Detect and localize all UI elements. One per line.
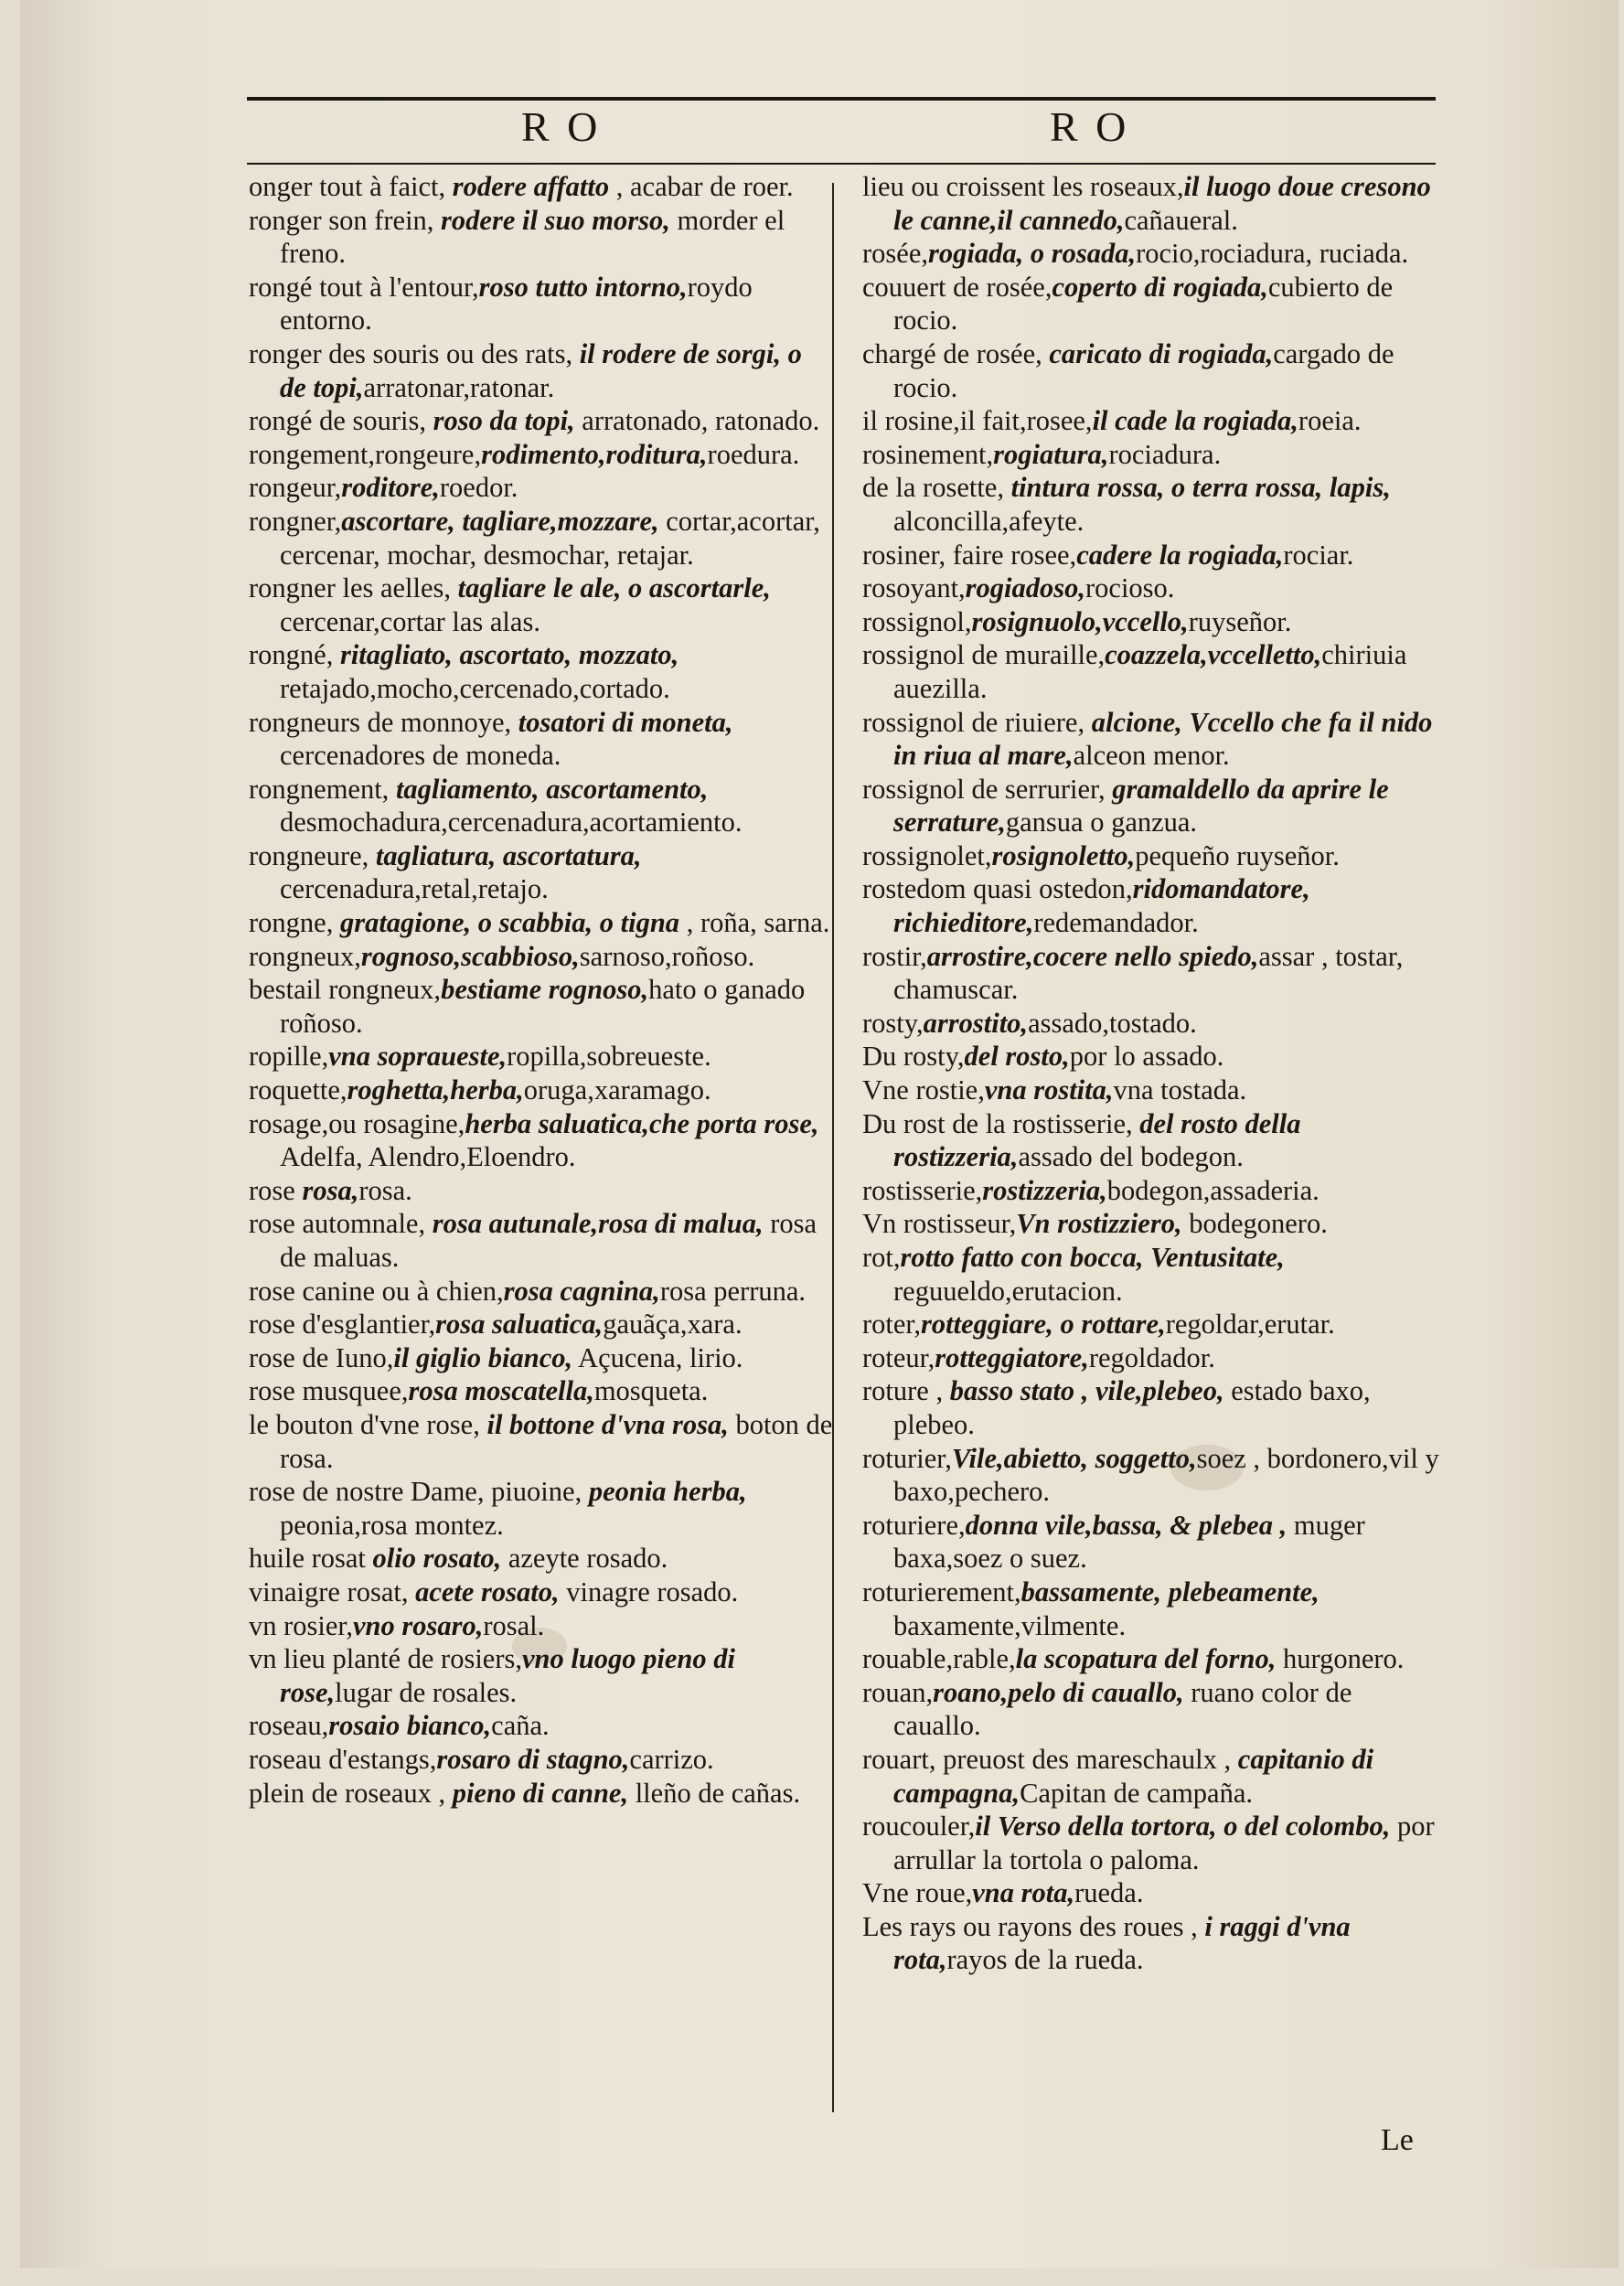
spanish-gloss: rosa perruna. bbox=[659, 1275, 807, 1307]
spanish-gloss: baxamente,vilmente. bbox=[893, 1609, 1127, 1641]
dictionary-entry bbox=[862, 1374, 1446, 1441]
italian-gloss: rognoso,scabbioso, bbox=[360, 940, 580, 972]
french-headword: vinaigre rosat, bbox=[249, 1576, 416, 1608]
dictionary-entry bbox=[249, 1642, 834, 1709]
italian-gloss: del rosto, bbox=[964, 1041, 1070, 1073]
dictionary-entry bbox=[862, 1241, 1446, 1308]
italian-gloss: rosa saluatica, bbox=[435, 1309, 604, 1341]
dictionary-entry bbox=[862, 471, 1446, 538]
spanish-gloss: alceon menor. bbox=[1073, 740, 1230, 772]
spanish-gloss: , acabar de roer. bbox=[609, 171, 794, 202]
spanish-gloss: oruga,xaramago. bbox=[523, 1074, 711, 1106]
dictionary-entry bbox=[249, 638, 834, 705]
dictionary-entry bbox=[249, 572, 834, 638]
french-headword: rossignol de serrurier, bbox=[862, 773, 1113, 805]
spanish-gloss: cercenadores de moneda. bbox=[280, 740, 561, 772]
dictionary-entry bbox=[249, 773, 834, 839]
dictionary-entry bbox=[862, 1810, 1446, 1876]
dictionary-entry bbox=[862, 605, 1446, 639]
italian-gloss: coperto di rogiada, bbox=[1052, 271, 1268, 303]
spanish-gloss: cercenadura,retal,retajo. bbox=[280, 873, 549, 905]
italian-gloss: gratagione, o scabbia, o tigna bbox=[339, 907, 680, 939]
dictionary-entry bbox=[249, 1475, 834, 1542]
spanish-gloss: rosa. bbox=[358, 1174, 412, 1206]
spanish-gloss: cañaueral. bbox=[1124, 204, 1238, 236]
french-headword: rose canine ou à chien, bbox=[249, 1275, 504, 1307]
italian-gloss: acete rosato, bbox=[415, 1576, 560, 1608]
dictionary-entry bbox=[862, 1040, 1446, 1074]
spanish-gloss: gansua o ganzua. bbox=[1005, 807, 1198, 839]
spanish-gloss: mosqueta. bbox=[593, 1375, 709, 1407]
spanish-gloss: cargado de rocio. bbox=[893, 337, 1394, 403]
dictionary-entry bbox=[862, 438, 1446, 472]
spanish-gloss: rueda. bbox=[1074, 1877, 1144, 1909]
dictionary-entry bbox=[249, 1074, 834, 1107]
spanish-gloss: peonia,rosa montez. bbox=[280, 1509, 504, 1541]
french-headword: Les rays ou rayons des roues , bbox=[862, 1910, 1205, 1942]
italian-gloss: Vn rostizziero, bbox=[1016, 1208, 1182, 1240]
italian-gloss: la scopatura del forno, bbox=[1015, 1643, 1277, 1675]
spanish-gloss: ruyseñor. bbox=[1188, 605, 1292, 637]
dictionary-entry bbox=[249, 1709, 834, 1743]
french-headword: rosinement, bbox=[862, 438, 994, 470]
french-headword: il rosine,il fait,rosee, bbox=[862, 405, 1093, 437]
french-headword: Du rost de la rostisserie, bbox=[862, 1107, 1140, 1139]
spanish-gloss: vna tostada. bbox=[1113, 1074, 1247, 1106]
dictionary-entry bbox=[862, 271, 1446, 337]
italian-gloss: arrostito, bbox=[923, 1007, 1029, 1039]
dictionary-entry bbox=[249, 404, 834, 438]
french-headword: Vn rostisseur, bbox=[862, 1208, 1017, 1240]
italian-gloss: olio rosato, bbox=[372, 1543, 502, 1575]
italian-gloss: rotto fatto con bocca, Ventusitate, bbox=[900, 1242, 1285, 1273]
dictionary-entry bbox=[862, 1341, 1446, 1375]
french-headword: ropille, bbox=[249, 1041, 329, 1073]
dictionary-entry bbox=[249, 906, 834, 940]
dictionary-entry bbox=[249, 1275, 834, 1309]
italian-gloss: alcione, Vccello che fa il nido in riua al mare, bbox=[893, 706, 1433, 772]
italian-gloss: tagliamento, ascortamento, bbox=[395, 773, 709, 805]
dictionary-entry bbox=[862, 170, 1446, 237]
italian-gloss: rosaio bianco, bbox=[328, 1710, 492, 1742]
spanish-gloss: roeia. bbox=[1298, 405, 1362, 437]
top-rule bbox=[247, 97, 1436, 101]
dictionary-entry bbox=[249, 337, 834, 404]
dictionary-entry bbox=[249, 1743, 834, 1777]
italian-gloss: rosa, bbox=[302, 1174, 359, 1206]
dictionary-entry bbox=[862, 1876, 1446, 1910]
dictionary-entry bbox=[862, 872, 1446, 939]
column-divider bbox=[832, 183, 834, 2112]
spanish-gloss: bodegonero. bbox=[1181, 1208, 1328, 1240]
french-headword: rongé tout à l'entour, bbox=[249, 271, 479, 303]
french-headword: le bouton d'vne rose, bbox=[249, 1408, 487, 1440]
french-headword: chargé de rosée, bbox=[862, 337, 1050, 369]
french-headword: roter, bbox=[862, 1309, 921, 1341]
spanish-gloss: boton de rosa. bbox=[280, 1408, 833, 1474]
italian-gloss: rogiada, o rosada, bbox=[927, 238, 1137, 270]
dictionary-entry bbox=[249, 204, 834, 271]
french-headword: rosoyant, bbox=[862, 572, 966, 604]
french-headword: rostisserie, bbox=[862, 1174, 983, 1206]
spanish-gloss: assado del bodegon. bbox=[1018, 1141, 1244, 1173]
italian-gloss: rostizzeria, bbox=[982, 1174, 1107, 1206]
spanish-gloss: carrizo. bbox=[629, 1743, 714, 1775]
italian-gloss: ridomandatore, richieditore, bbox=[893, 873, 1310, 939]
french-headword: vn rosier, bbox=[249, 1609, 353, 1641]
french-headword: Vne rostie, bbox=[862, 1074, 985, 1106]
spanish-gloss: arratonado, ratonado. bbox=[574, 405, 820, 437]
french-headword: de la rosette, bbox=[862, 472, 1011, 504]
dictionary-entry bbox=[249, 438, 834, 472]
spanish-gloss: cubierto de rocio. bbox=[893, 271, 1394, 336]
spanish-gloss: hato o ganado roñoso. bbox=[280, 974, 806, 1039]
dictionary-entry bbox=[862, 572, 1446, 605]
spanish-gloss: retajado,mocho,cercenado,cortado. bbox=[280, 672, 670, 704]
left-column bbox=[249, 170, 834, 1810]
spanish-gloss: desmochadura,cercenadura,acortamiento. bbox=[280, 807, 743, 839]
italian-gloss: donna vile,bassa, & plebea , bbox=[965, 1509, 1287, 1541]
french-headword: rostir, bbox=[862, 940, 927, 972]
italian-gloss: rogiadoso, bbox=[965, 572, 1086, 604]
french-headword: rongnement, bbox=[249, 773, 396, 805]
spanish-gloss: muger baxa,soez o suez. bbox=[893, 1509, 1365, 1575]
french-headword: rosée, bbox=[862, 238, 928, 270]
italian-gloss: pieno di canne, bbox=[452, 1777, 629, 1809]
italian-gloss: roditore, bbox=[341, 472, 440, 504]
right-column bbox=[862, 170, 1446, 1977]
french-headword: onger tout à faict, bbox=[249, 171, 453, 202]
french-headword: bestail rongneux, bbox=[249, 974, 442, 1006]
spanish-gloss: assar , tostar, chamuscar. bbox=[893, 940, 1404, 1006]
french-headword: rongneurs de monnoye, bbox=[249, 706, 518, 738]
french-headword: rostedom quasi ostedon, bbox=[862, 873, 1133, 905]
french-headword: rose d'esglantier, bbox=[249, 1309, 436, 1341]
dictionary-entry bbox=[249, 271, 834, 337]
dictionary-entry bbox=[249, 1174, 834, 1208]
dictionary-entry bbox=[862, 1174, 1446, 1208]
spanish-gloss: hurgonero. bbox=[1276, 1643, 1405, 1675]
french-headword: vn lieu planté de rosiers, bbox=[249, 1643, 522, 1675]
french-headword: ronger des souris ou des rats, bbox=[249, 337, 580, 369]
dictionary-entry bbox=[862, 1107, 1446, 1174]
running-head-right: R O bbox=[1050, 103, 1130, 150]
spanish-gloss: roedura. bbox=[707, 438, 800, 470]
french-headword: roseau, bbox=[249, 1710, 329, 1742]
french-headword: rouart, preuost des mareschaulx , bbox=[862, 1743, 1238, 1775]
french-headword: rose de Iuno, bbox=[249, 1341, 394, 1373]
dictionary-entry bbox=[249, 1374, 834, 1408]
italian-gloss: rotteggiatore, bbox=[935, 1341, 1089, 1373]
spanish-gloss: regoldador. bbox=[1088, 1341, 1215, 1373]
spanish-gloss: vinagre rosado. bbox=[559, 1576, 739, 1608]
spanish-gloss: Adelfa, Alendro,Eloendro. bbox=[280, 1141, 576, 1173]
spanish-gloss: rociar. bbox=[1283, 539, 1354, 571]
dictionary-entry bbox=[249, 1040, 834, 1074]
french-headword: rongé de souris, bbox=[249, 405, 433, 437]
french-headword: roture , bbox=[862, 1375, 950, 1407]
dictionary-entry bbox=[862, 706, 1446, 773]
italian-gloss: rosa cagnina, bbox=[503, 1275, 660, 1307]
spanish-gloss: por arrullar la tortola o paloma. bbox=[893, 1811, 1435, 1875]
italian-gloss: il rodere de sorgi, o de topi, bbox=[280, 337, 802, 403]
spanish-gloss: roydo entorno. bbox=[280, 271, 753, 336]
italian-gloss: rogiatura, bbox=[993, 438, 1109, 470]
italian-gloss: bassamente, plebeamente, bbox=[1020, 1576, 1320, 1608]
french-headword: rosiner, faire rosee, bbox=[862, 539, 1077, 571]
french-headword: roturierement, bbox=[862, 1576, 1021, 1608]
italian-gloss: vna rostita, bbox=[984, 1074, 1114, 1106]
spanish-gloss: chiriuia auezilla. bbox=[893, 639, 1407, 704]
dictionary-entry bbox=[249, 973, 834, 1040]
italian-gloss: del rosto della rostizzeria, bbox=[893, 1107, 1301, 1173]
italian-gloss: ritagliato, ascortato, mozzato, bbox=[339, 639, 679, 671]
italian-gloss: rosa moscatella, bbox=[408, 1375, 594, 1407]
italian-gloss: vno rosaro, bbox=[352, 1609, 484, 1641]
french-headword: roturier, bbox=[862, 1442, 952, 1474]
spanish-gloss: por lo assado. bbox=[1069, 1041, 1224, 1073]
french-headword: rose musquee, bbox=[249, 1375, 409, 1407]
italian-gloss: il bottone d'vna rosa, bbox=[486, 1408, 729, 1440]
spanish-gloss: rociadura. bbox=[1108, 438, 1222, 470]
italian-gloss: il giglio bianco, bbox=[393, 1341, 573, 1373]
dictionary-entry bbox=[249, 1777, 834, 1811]
spanish-gloss: rosa de maluas. bbox=[280, 1208, 817, 1273]
italian-gloss: vna sopraueste, bbox=[328, 1041, 508, 1073]
dictionary-entry bbox=[862, 1007, 1446, 1041]
dictionary-entry bbox=[249, 1609, 834, 1643]
french-headword: rongneure, bbox=[249, 839, 376, 871]
french-headword: rot, bbox=[862, 1242, 901, 1273]
spanish-gloss: lugar de rosales. bbox=[335, 1676, 518, 1708]
italian-gloss: herba saluatica,che porta rose, bbox=[465, 1107, 819, 1139]
italian-gloss: i raggi d'vna rota, bbox=[893, 1910, 1351, 1976]
french-headword: rongne, bbox=[249, 907, 340, 939]
french-headword: rongner, bbox=[249, 505, 342, 537]
italian-gloss: tagliatura, ascortatura, bbox=[375, 839, 642, 871]
dictionary-entry bbox=[862, 1676, 1446, 1743]
italian-gloss: basso stato , vile,plebeo, bbox=[949, 1375, 1224, 1407]
italian-gloss: vna rota, bbox=[972, 1877, 1075, 1909]
dictionary-entry bbox=[862, 539, 1446, 572]
italian-gloss: il cade la rogiada, bbox=[1092, 405, 1298, 437]
french-headword: lieu ou croissent les roseaux, bbox=[862, 171, 1184, 202]
dictionary-entry bbox=[249, 1576, 834, 1609]
italian-gloss: gramaldello da aprire le serrature, bbox=[893, 773, 1389, 839]
running-head-left: R O bbox=[521, 103, 602, 150]
spanish-gloss: cortar,acortar, cercenar, mochar, desmochar, retajar. bbox=[280, 505, 820, 571]
dictionary-entry bbox=[862, 337, 1446, 404]
italian-gloss: bestiame rognoso, bbox=[441, 974, 649, 1006]
spanish-gloss: rocioso. bbox=[1085, 572, 1175, 604]
dictionary-entry bbox=[249, 1107, 834, 1174]
dictionary-entry bbox=[862, 839, 1446, 873]
italian-gloss: coazzela,vccelletto, bbox=[1105, 639, 1322, 671]
spanish-gloss: morder el freno. bbox=[280, 204, 785, 270]
french-headword: rose de nostre Dame, piuoine, bbox=[249, 1476, 589, 1508]
spanish-gloss: alconcilla,afeyte. bbox=[893, 505, 1084, 537]
spanish-gloss: redemandador. bbox=[1033, 907, 1199, 939]
italian-gloss: peonia herba, bbox=[588, 1476, 747, 1508]
italian-gloss: rosa autunale,rosa di malua, bbox=[432, 1208, 764, 1240]
french-headword: ronger son frein, bbox=[249, 204, 442, 236]
dictionary-entry bbox=[249, 706, 834, 773]
italian-gloss: caricato di rogiada, bbox=[1049, 337, 1274, 369]
dictionary-entry bbox=[862, 1207, 1446, 1241]
dictionary-entry bbox=[249, 1308, 834, 1341]
dictionary-entry bbox=[862, 638, 1446, 705]
dictionary-entry bbox=[862, 237, 1446, 271]
french-headword: rose automnale, bbox=[249, 1208, 433, 1240]
italian-gloss: tosatori di moneta, bbox=[518, 706, 733, 738]
spanish-gloss: estado baxo, plebeo. bbox=[893, 1375, 1371, 1440]
french-headword: rossignol de muraille, bbox=[862, 639, 1106, 671]
dictionary-entry bbox=[862, 404, 1446, 438]
spanish-gloss: caña. bbox=[491, 1710, 550, 1742]
spanish-gloss: ropilla,sobreueste. bbox=[507, 1041, 711, 1073]
italian-gloss: arrostire,cocere nello spiedo, bbox=[926, 940, 1259, 972]
italian-gloss: rosaro di stagno, bbox=[436, 1743, 630, 1775]
spanish-gloss: azeyte rosado. bbox=[501, 1543, 668, 1575]
dictionary-entry bbox=[249, 940, 834, 974]
italian-gloss: Vile,abietto, soggetto, bbox=[951, 1442, 1197, 1474]
spanish-gloss: pequeño ruyseñor. bbox=[1135, 839, 1340, 871]
italian-gloss: tintura rossa, o terra rossa, lapis, bbox=[1010, 472, 1391, 504]
italian-gloss: ascortare, tagliare,mozzare, bbox=[341, 505, 659, 537]
italian-gloss: il Verso della tortora, o del colombo, bbox=[975, 1811, 1391, 1843]
french-headword: rose bbox=[249, 1174, 303, 1206]
spanish-gloss: reguueldo,erutacion. bbox=[893, 1275, 1123, 1307]
italian-gloss: il luogo doue cresono le canne,il cannedo, bbox=[893, 171, 1431, 236]
french-headword: Vne roue, bbox=[862, 1877, 973, 1909]
dictionary-entry bbox=[862, 1576, 1446, 1642]
french-headword: rosage,ou rosagine, bbox=[249, 1107, 465, 1139]
spanish-gloss: lleño de cañas. bbox=[628, 1777, 801, 1809]
catchword: Le bbox=[1381, 2123, 1414, 2157]
french-headword: rongeur, bbox=[249, 472, 342, 504]
spanish-gloss: sarnoso,roñoso. bbox=[579, 940, 755, 972]
header-rule bbox=[247, 163, 1436, 165]
french-headword: roquette, bbox=[249, 1074, 347, 1106]
spanish-gloss: rayos de la rueda. bbox=[946, 1944, 1144, 1976]
french-headword: roucouler, bbox=[862, 1811, 976, 1843]
italian-gloss: vno luogo pieno di rose, bbox=[280, 1643, 735, 1708]
spanish-gloss: soez , bordonero,vil y baxo,pechero. bbox=[893, 1442, 1439, 1508]
french-headword: rosty, bbox=[862, 1007, 924, 1039]
italian-gloss: rosignoletto, bbox=[991, 839, 1136, 871]
spanish-gloss: , roña, sarna. bbox=[679, 907, 830, 939]
dictionary-entry bbox=[862, 940, 1446, 1007]
italian-gloss: roso tutto intorno, bbox=[478, 271, 688, 303]
dictionary-entry bbox=[862, 773, 1446, 839]
dictionary-entry bbox=[862, 1910, 1446, 1977]
dictionary-entry bbox=[249, 839, 834, 906]
spanish-gloss: Capitan de campaña. bbox=[1020, 1777, 1254, 1809]
italian-gloss: rodere affatto bbox=[452, 171, 610, 202]
french-headword: roseau d'estangs, bbox=[249, 1743, 437, 1775]
dictionary-entry bbox=[862, 1442, 1446, 1509]
french-headword: rongner les aelles, bbox=[249, 572, 458, 604]
dictionary-entry bbox=[249, 1207, 834, 1274]
italian-gloss: roano,pelo di cauallo, bbox=[933, 1676, 1184, 1708]
dictionary-entry bbox=[249, 1341, 834, 1375]
italian-gloss: roghetta,herba, bbox=[347, 1074, 524, 1106]
french-headword: rongement,rongeure, bbox=[249, 438, 482, 470]
spanish-gloss: roedor. bbox=[439, 472, 518, 504]
french-headword: rongneux, bbox=[249, 940, 361, 972]
dictionary-entry bbox=[249, 471, 834, 505]
dictionary-entry bbox=[249, 505, 834, 572]
italian-gloss: rodimento,roditura, bbox=[481, 438, 708, 470]
french-headword: rossignol, bbox=[862, 605, 972, 637]
french-headword: rongné, bbox=[249, 639, 340, 671]
spanish-gloss: assado,tostado. bbox=[1028, 1007, 1197, 1039]
spanish-gloss: bodegon,assaderia. bbox=[1106, 1174, 1320, 1206]
italian-gloss: rotteggiare, o rottare, bbox=[920, 1309, 1166, 1341]
dictionary-entry bbox=[862, 1308, 1446, 1341]
dictionary-entry bbox=[249, 1408, 834, 1475]
french-headword: roteur, bbox=[862, 1341, 935, 1373]
dictionary-entry bbox=[862, 1743, 1446, 1810]
spanish-gloss: gauãça,xara. bbox=[603, 1309, 743, 1341]
french-headword: Du rosty, bbox=[862, 1041, 965, 1073]
french-headword: rouan, bbox=[862, 1676, 934, 1708]
italian-gloss: rosignuolo,vccello, bbox=[971, 605, 1189, 637]
italian-gloss: rodere il suo morso, bbox=[441, 204, 670, 236]
french-headword: roturiere, bbox=[862, 1509, 966, 1541]
french-headword: rouable,rable, bbox=[862, 1643, 1016, 1675]
italian-gloss: tagliare le ale, o ascortarle, bbox=[457, 572, 771, 604]
spanish-gloss: rocio,rociadura, ruciada. bbox=[1136, 238, 1409, 270]
dictionary-entry bbox=[249, 1542, 834, 1576]
spanish-gloss: regoldar,erutar. bbox=[1165, 1309, 1335, 1341]
spanish-gloss: cercenar,cortar las alas. bbox=[280, 605, 540, 637]
french-headword: rossignolet, bbox=[862, 839, 992, 871]
french-headword: huile rosat bbox=[249, 1543, 373, 1575]
italian-gloss: capitanio di campagna, bbox=[893, 1743, 1374, 1809]
french-headword: rossignol de riuiere, bbox=[862, 706, 1092, 738]
spanish-gloss: ruano color de cauallo. bbox=[893, 1676, 1352, 1742]
italian-gloss: cadere la rogiada, bbox=[1076, 539, 1284, 571]
french-headword: couuert de rosée, bbox=[862, 271, 1052, 303]
french-headword: plein de roseaux , bbox=[249, 1777, 453, 1809]
italian-gloss: roso da topi, bbox=[433, 405, 575, 437]
dictionary-entry bbox=[862, 1074, 1446, 1107]
spanish-gloss: arratonar,ratonar. bbox=[363, 371, 555, 403]
dictionary-entry bbox=[862, 1642, 1446, 1676]
spanish-gloss: Açucena, lirio. bbox=[572, 1341, 743, 1373]
dictionary-entry bbox=[862, 1509, 1446, 1576]
dictionary-entry bbox=[249, 170, 834, 204]
spanish-gloss: rosal. bbox=[483, 1609, 545, 1641]
